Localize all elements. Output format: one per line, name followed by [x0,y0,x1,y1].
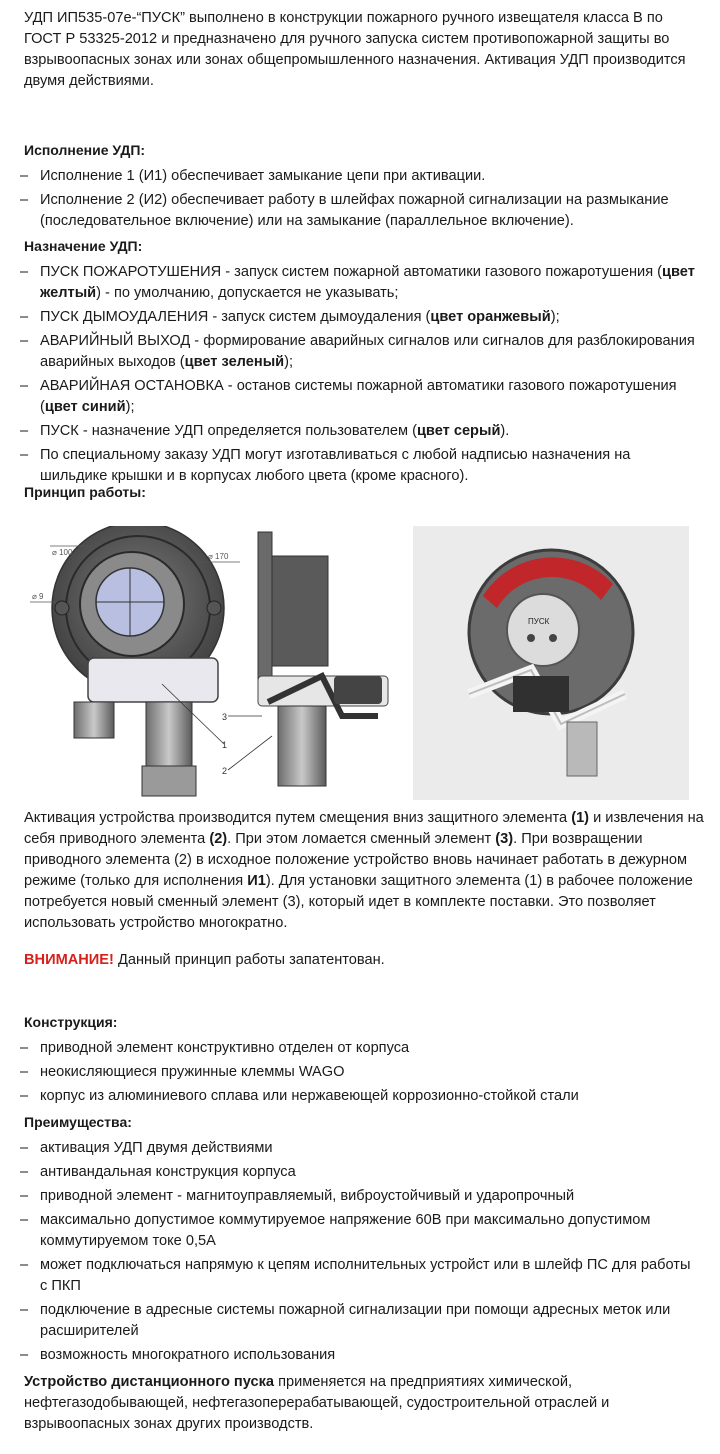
ref-3: (3) [495,831,514,847]
list-item [20,445,700,487]
execution-list [20,166,700,235]
application-paragraph [24,1372,704,1435]
text-span: и извлечения на себя приводного элемента [24,810,704,847]
text-span: . При этом ломается сменный элемент [227,831,496,847]
list-item [20,262,700,304]
ref-1: (1) [571,810,590,826]
list-item: – максимально допустимое коммутируемое напряжение 60В при максимально допустимом коммутируемом токе 0,5А [20,1210,700,1252]
list-item: – приводной элемент - магнитоуправляемый, виброустойчивый и ударопрочный [20,1186,700,1207]
item-text: ПУСК - назначение УДП определяется пользователем ( [40,423,417,439]
text-span: . При возвращении приводного элемента (2) в исходное положение устройство вновь начинает работать в дежурном режиме (только для исполнения [24,831,688,889]
dim-d9: ⌀ 9 [32,592,44,601]
dim-d100: ⌀ 100 [52,548,73,557]
list-item [20,331,700,373]
list-item: – Исполнение 2 (И2) обеспечивает работу в шлейфах пожарной сигнализации на размыкание (последовательное включение) или на замыкание (параллельное включение). [20,190,700,232]
list-item: – возможность многократного использования [20,1345,700,1366]
callout-2: 2 [222,766,228,776]
advantages-list [20,1138,700,1369]
item-text: ). [500,423,510,439]
color-label: цвет синий [44,399,126,415]
color-label: цвет зеленый [184,354,285,370]
list-item: – может подключаться напрямую к цепям исполнительных устройст или в шлейф ПС для работы с ПКП [20,1255,700,1297]
technical-drawing [22,526,410,798]
color-label: цвет оранжевый [430,309,551,325]
callout-3: 3 [222,712,228,722]
ref-i1: И1 [247,873,266,889]
application-text: применяется на предприятиях химической, нефтегазодобывающей, нефтегазоперерабатывающей, судостроительной отраслей и взрывоопасных зонах других производств. [24,1374,610,1432]
product-photo [413,526,689,800]
list-item: – подключение в адресные системы пожарной сигнализации при помощи адресных меток или расширителей [20,1300,700,1342]
list-item: – активация УДП двумя действиями [20,1138,700,1159]
text-span: ). Для установки защитного элемента (1) в рабочее положение потребуется новый сменный элемент (3), который идет в комплекте поставки. Это позволяет использовать устройство многократно. [24,873,693,931]
text-span: Активация устройства производится путем смещения вниз защитного элемента [24,810,572,826]
item-text: ); [284,354,294,370]
list-item: – корпус из алюминиевого сплава или нержавеющей коррозионно-стойкой стали [20,1086,700,1107]
intro-paragraph: УДП ИП535-07е-“ПУСК” выполнено в конструкции пожарного ручного извещателя класса В по ГОСТ Р 53325-2012 и предназначено для ручного запуска систем противопожарной защиты во взрывоопасных зонах или зонах общепромышленного назначения. Активация УДП производится двумя действиями. [24,10,686,89]
construction-heading: Конструкция: [24,1014,118,1030]
purpose-heading: Назначение УДП: [24,238,143,254]
ref-2: (2) [209,831,228,847]
list-item: – неокисляющиеся пружинные клеммы WAGO [20,1062,700,1083]
list-item [20,307,700,328]
item-text: ); [550,309,560,325]
warning-text: Данный принцип работы запатентован. [113,952,385,968]
purpose-list [20,262,700,490]
item-text: ПУСК ДЫМОУДАЛЕНИЯ - запуск систем дымоудаления ( [40,309,431,325]
item-text: АВАРИЙНЫЙ ВЫХОД - формирование аварийных сигналов или сигналов для разблокирования аварийных выходов ( [40,333,695,370]
list-item [20,376,700,418]
warning-label: ВНИМАНИЕ! [24,952,114,968]
color-label: цвет желтый [40,264,695,301]
item-text: По специальному заказу УДП могут изготавливаться с любой надписью назначения на шильдике крышки и в корпусах любого цвета (кроме красного). [40,447,631,484]
item-text: ) - по умолчанию, допускается не указывать; [96,285,399,301]
execution-heading: Исполнение УДП: [24,142,146,158]
item-text: ПУСК ПОЖАРОТУШЕНИЯ - запуск систем пожарной автоматики газового пожаротушения ( [40,264,663,280]
list-item: – Исполнение 1 (И1) обеспечивает замыкание цепи при активации. [20,166,700,187]
application-bold: Устройство дистанционного пуска [24,1374,275,1390]
warning-note [24,950,704,971]
list-item [20,421,700,442]
construction-list [20,1038,700,1110]
principle-heading: Принцип работы: [24,484,146,500]
item-text: ); [125,399,135,415]
advantages-heading: Преимущества: [24,1114,132,1130]
dim-d170: ⌀ 170 [208,552,229,561]
plate-label: ПУСК [528,617,550,626]
principle-description [24,808,704,934]
item-text: АВАРИЙНАЯ ОСТАНОВКА - останов системы пожарной автоматики газового пожаротушения ( [40,378,677,415]
color-label: цвет серый [416,423,501,439]
list-item: – антивандальная конструкция корпуса [20,1162,700,1183]
callout-1: 1 [222,740,228,750]
list-item: – приводной элемент конструктивно отделен от корпуса [20,1038,700,1059]
